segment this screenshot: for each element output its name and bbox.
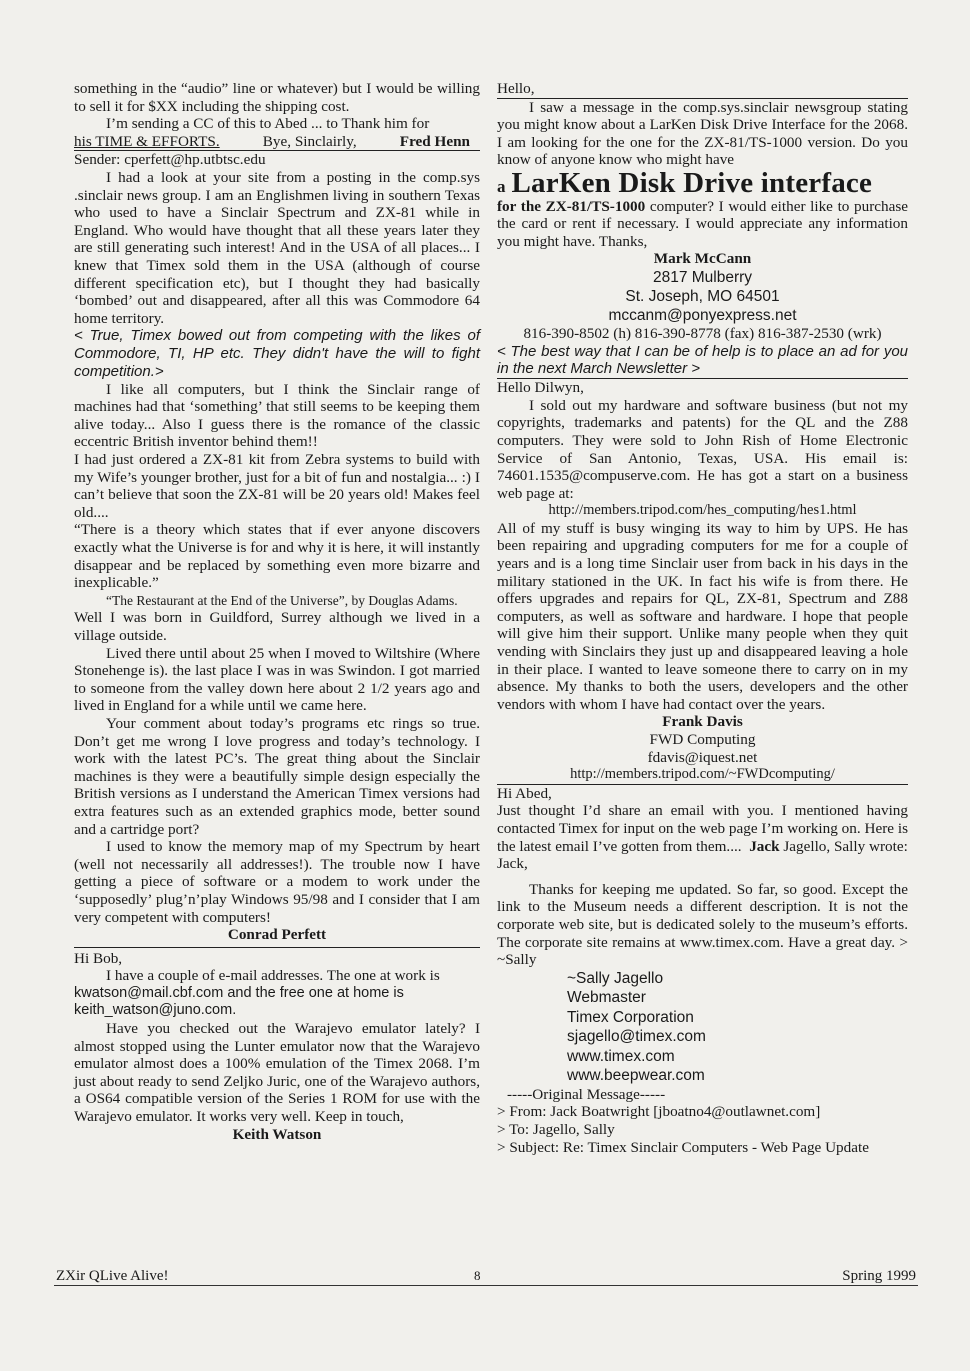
headline [497,166,908,199]
greeting: Jack, [497,855,528,873]
left-column [74,80,480,1143]
address-line: St. Joseph, MO 64501 [625,287,780,305]
headline-article: a [497,176,506,196]
email-line: fdavis@iquest.net [647,748,758,766]
editor-note: < The best way that I can be of help is to place an ad for you in the next March Newsletter > [497,342,908,378]
email-line: kwatson@mail.cbf.com and the free one at home is [74,984,404,1001]
paragraph: Your comment about today’s programs etc rings so true. Don’t get me wrong I love progress and today’s technology. I work with the latest PC’s. The great thing about the Sinclair machines is they were a beautifully simple design especially the British versions as I understand the American Timex versions had extra features such as an extended graphics mode, better sound and a cartridge port? [74,714,480,838]
quote-attribution: “The Restaurant at the End of the Universe”, by Douglas Adams. [106,592,458,608]
email-line: keith_watson@juno.com. [74,1002,237,1019]
header-line: > Subject: Re: Timex Sinclair Computers - Web Page Update [497,1138,869,1156]
signature-line: www.beepwear.com [567,1067,705,1085]
sender-line: Sender: cperfett@hp.utbtsc.edu [74,151,266,169]
original-message-line: -----Original Message----- [507,1085,666,1103]
divider [74,947,480,948]
signature-line: ~Sally Jagello [567,969,664,987]
sally-signature-block [567,969,908,1086]
paragraph [497,198,908,251]
bold-model: for the ZX-81/TS-1000 [497,197,646,215]
right-column [497,80,908,1156]
signoff-line [74,133,480,152]
signature-mark-mccann: Mark McCann [653,250,752,268]
paragraph: I have a couple of e-mail addresses. The one at work is [106,967,440,985]
address-line: 2817 Mulberry [652,268,753,286]
paragraph: All of my stuff is busy winging its way to him by UPS. He has been repairing and upgrading computers for me for a couple of years and is a long time Sinclair user from back in his days in the military stationed in the UK. In fact his wife is from there. He offers upgrades and repairs for QL, ZX-81, Spectrum and Z88 computers, as well as software and hardware. I hope that people will give him their support. Unlike many people when they quit vending with Sinclairs they just up and disappeared leaving a hole in their place. I wanted to leave someone there to carry on in my absence. My thanks to both the users, developers and the other vendors with whom I have had contact over the years. [497,519,908,713]
editor-note: < True, Timex bowed out from competing with the likes of Commodore, TI, HP etc. They didn't have the will to fight competition.> [74,327,480,380]
paragraph: I sold out my hardware and software business (but not my copyrights, trademarks and patents) for the QL and the Z88 computers. They were sold to John Rish of Home Electronic Service of San Antonio, Texas, USA. His email is: 74601.1535@compuserve.com. He has got a start on a business web page at: [497,396,908,502]
paragraph [497,802,908,855]
page-number: 8 [474,1268,481,1283]
header-line: > From: Jack Boatwright [jboatno4@outlawnet.com] [497,1103,821,1121]
paragraph: I saw a message in the comp.sys.sinclair newsgroup stating you might know about a LarKen Disk Drive Interface for the 2068. I am looking for the one for the ZX-81/TS-1000 version. Do you know of anyone know who might have [497,98,908,169]
newsletter-title: ZXir QLive Alive! [56,1268,169,1284]
url-line: http://members.tripod.com/~FWDcomputing/ [497,766,908,785]
paragraph: Have you checked out the Warajevo emulator lately? I almost stopped using the Lunter emulator now that the Warajevo emulator almost does a 100% emulation of the Timex 2068. I’m just about ready to send Zeljko Juric, one of the Warajevo authors, a OS64 compatible version of the Series 1 ROM for use with the Warajevo emulator. It works very well. Keep in touch, [74,1020,480,1126]
phone-line: 816-390-8502 (h) 816-390-8778 (fax) 816-387-2530 (wrk) [523,324,882,342]
signature-line: Webmaster [567,989,646,1007]
email-line: mccanm@ponyexpress.net [608,306,797,324]
paragraph: I like all computers, but I think the Sinclair range of machines had that ‘something’ that still seems to be keeping them alive today... Also I guess there is the romance of the classic eccentric British inventor behind them!! [74,380,480,451]
signature-fred-henn: Fred Henn [399,132,470,150]
paragraph-text: computer? I would either like to purchase the card or rent if necessary. I would appreciate any information you might have. Thanks, [497,197,908,250]
paragraph: I used to know the memory map of my Spectrum by heart (well not necessarily all addresses!). The trouble now I have getting a piece of software or a modem to work under the ‘supposedly’ plug’n’play Windows 95/98 and I consider that I am very competent with computers! [74,838,480,926]
paragraph: I’m sending a CC of this to Abed ... to Thank him for [106,115,430,133]
signature-line: Timex Corporation [567,1008,694,1026]
paragraph: Lived there until about 25 when I moved to Wiltshire (Where Stonehenge is). the last place I was in was Swindon. I got married to someone from the valley down here about 2 1/2 years ago and lived in England for a while until we came here. [74,644,480,715]
header-line: > To: Jagello, Sally [497,1120,615,1138]
signature-line: sjagello@timex.com [567,1028,706,1046]
signature-conrad-perfett: Conrad Perfett [227,926,327,944]
bye-text: Bye, Sinclairly, [262,132,357,150]
greeting: Hi Bob, [74,949,123,967]
greeting: Hello Dilwyn, [497,379,584,397]
paragraph-text: Just thought I’d share an email with you. I mentioned having contacted Timex for input on the web page I’m working on. Here is the latest email I’ve gotten from them.... [497,802,908,855]
paragraph-text: Jagello, Sally wrote: [783,837,908,855]
greeting: Hello, [497,80,908,99]
greeting: Hi Abed, [497,784,552,802]
signature-frank-davis: Frank Davis [662,713,743,731]
footer-rule [54,1285,918,1286]
paragraph: I had just ordered a ZX-81 kit from Zebra systems to build with my Wife’s younger brother, just for a bit of fun and nostalgia... :) I can’t believe that soon the ZX-81 will be 20 years old! Makes feel old.... [74,451,480,521]
paragraph: Well I was born in Guildford, Surrey although we lived in a village outside. [74,609,480,645]
time-efforts-text: his TIME & EFFORTS. [74,132,220,150]
paragraph: I had a look at your site from a posting in the comp.sys .sinclair news group. I am an Englishmen living in southern Texas who used to have a Sinclair Spectrum and ZX-81 while in England. Who would have thought that all these years later they are still generating such interest! And in the USA of all places... I knew that Timex sold them in the USA (although of course different specification etc), but I thought they had basically ‘bombed’ out and disappeared, after all this was Commodore 64 home territory. [74,168,480,327]
paragraph: Thanks for keeping me updated. So far, so good. Except the link to the Museum needs a different description. It is not the corporate web site, but is dedicated solely to the museum’s efforts. The corporate site remains at www.timex.com. Have a great day. > ~Sally [497,880,908,969]
signature-keith-watson: Keith Watson [232,1125,322,1143]
issue-date: Spring 1999 [842,1268,916,1284]
signature-line: www.timex.com [567,1047,675,1065]
headline-title: LarKen Disk Drive interface [511,166,873,199]
paragraph: something in the “audio” line or whatever) but I would be willing to sell it for $XX including the shipping cost. [74,80,480,115]
company-line: FWD Computing [649,731,756,748]
name-jack: Jack [749,837,780,855]
quote: “There is a theory which states that if ever anyone discovers exactly what the Universe is for and why it is here, it will instantly disappear and be replaced by something even more bizarre and inexplicable.” [74,521,480,592]
url-line: http://members.tripod.com/hes_computing/hes1.html [548,502,857,519]
